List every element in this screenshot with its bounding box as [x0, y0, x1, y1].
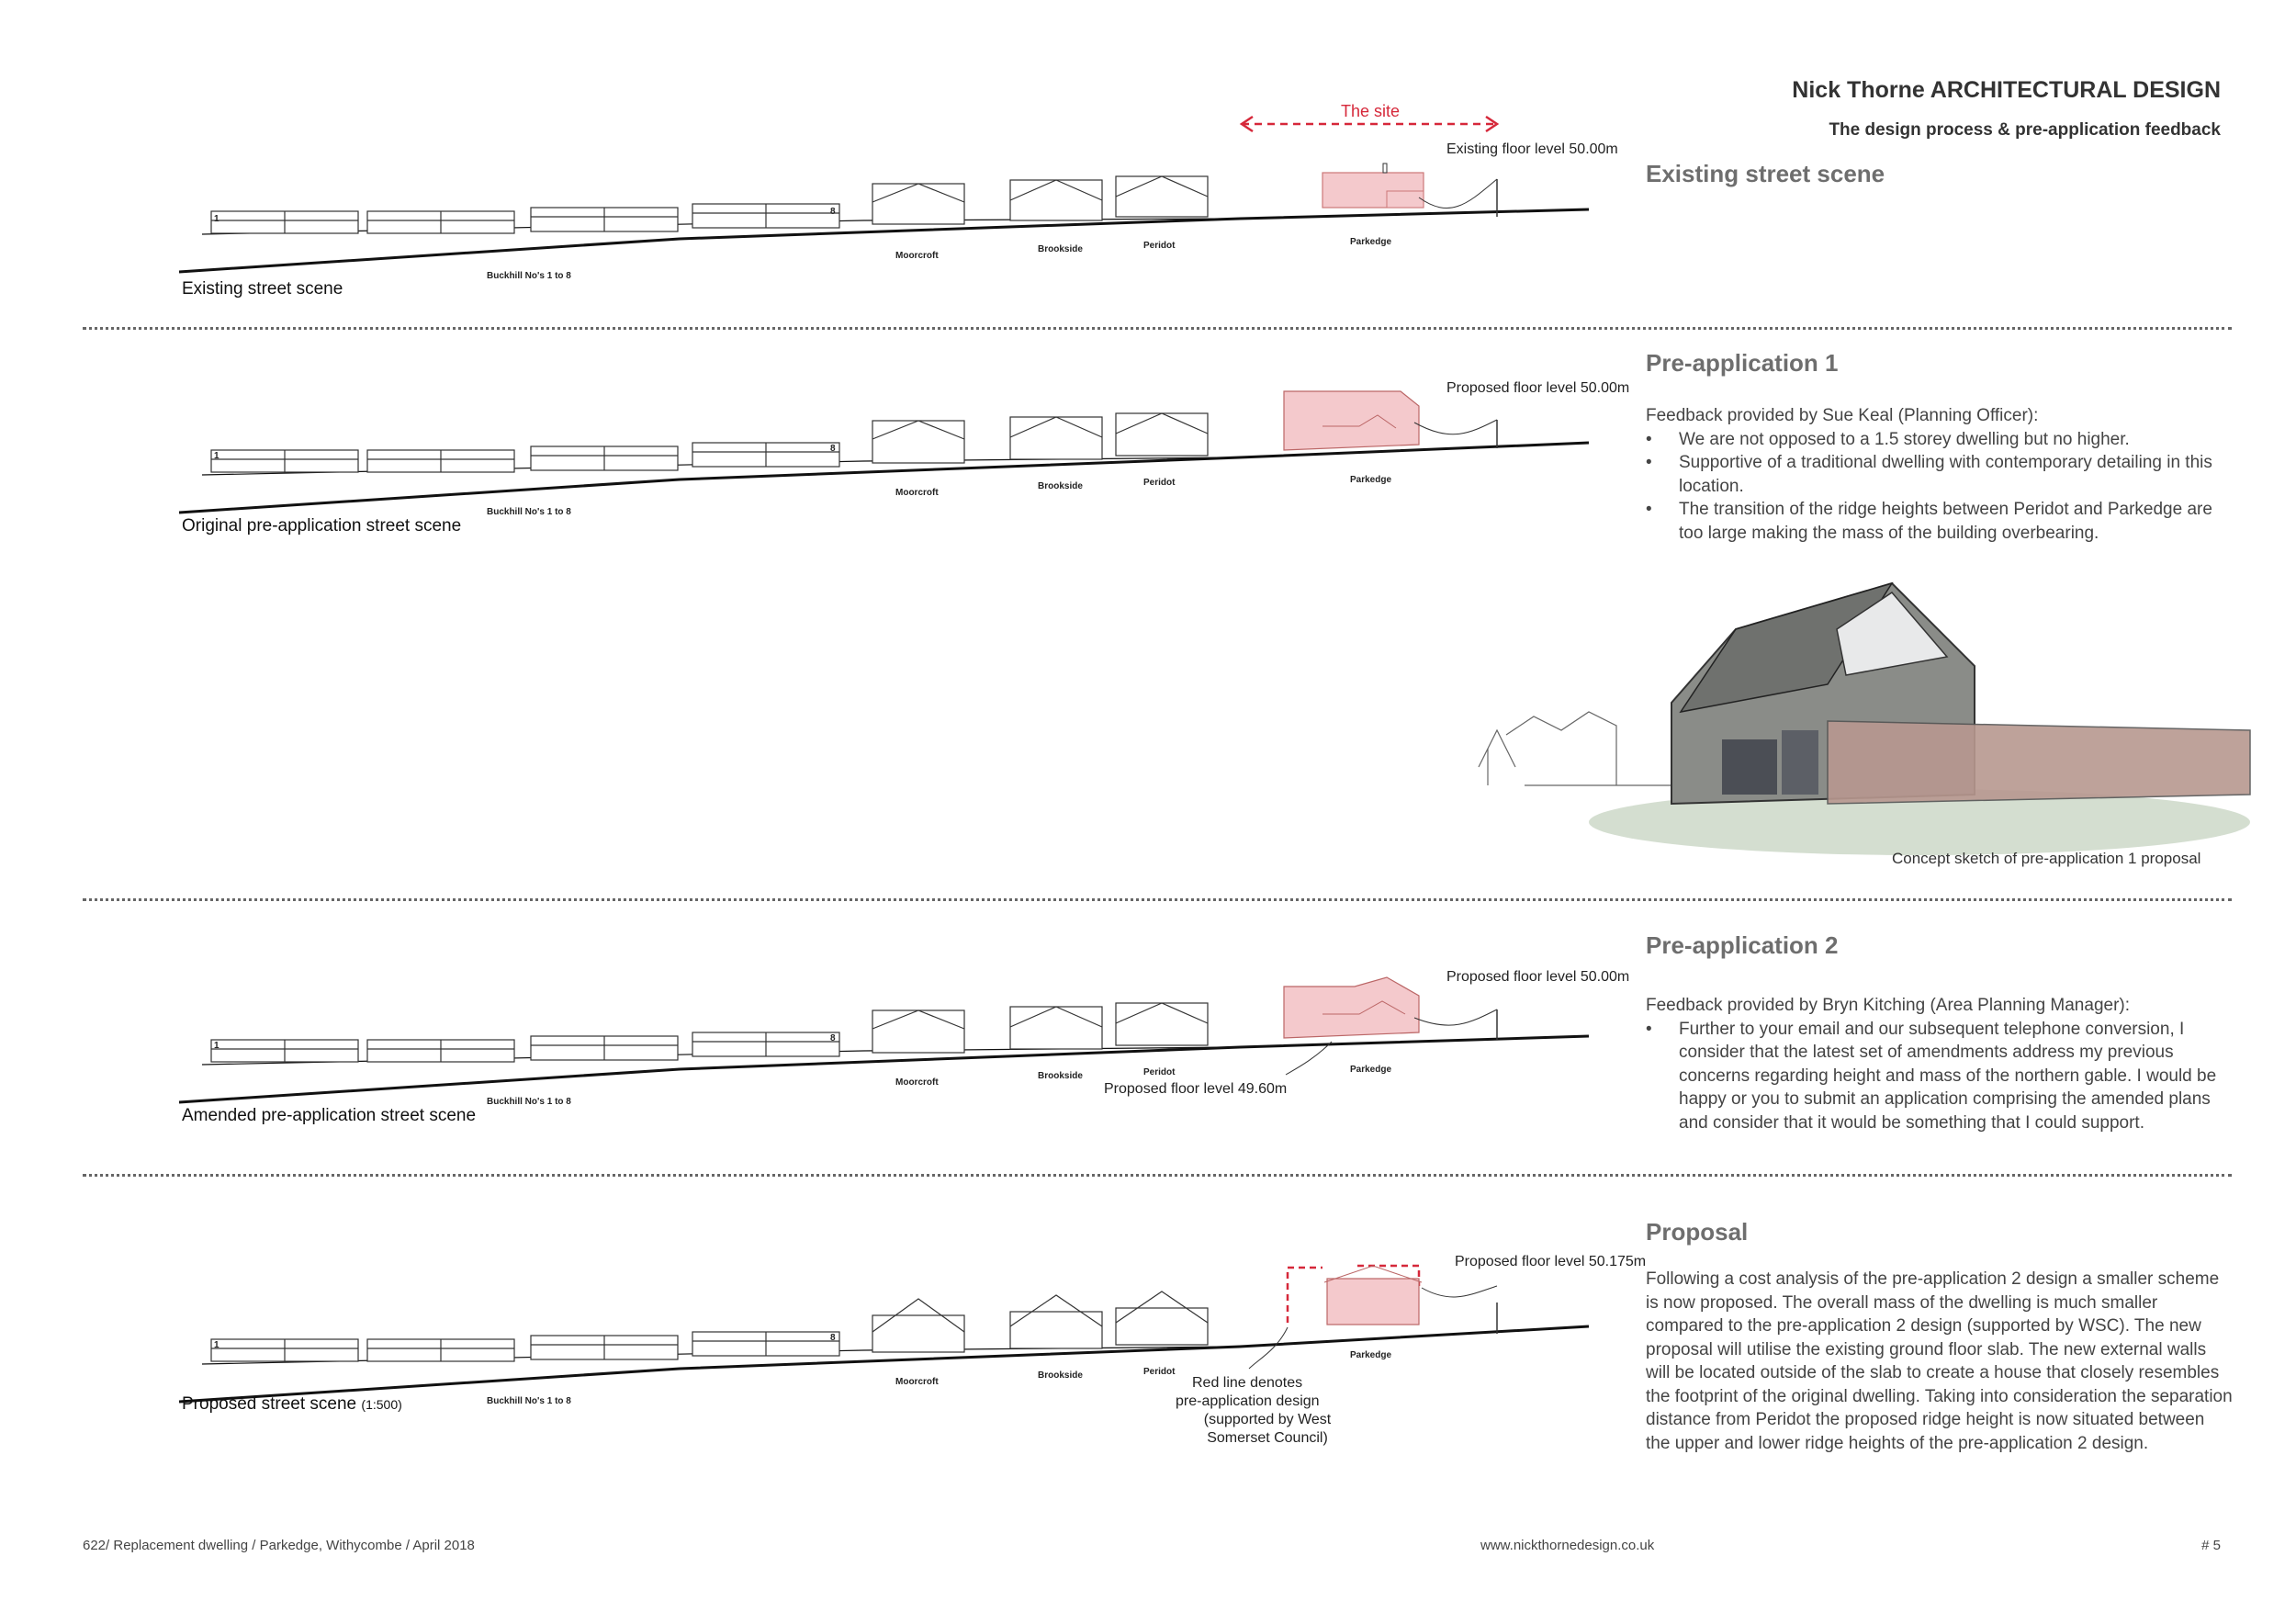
list-item: • The transition of the ridge heights between Peridot and Parkedge are too large making the mass of the building overbearing. [1679, 498, 2234, 545]
moorcroft-label: Moorcroft [895, 1377, 939, 1387]
pre2-feedback [1646, 994, 2234, 1134]
pre2-feedback-intro: Feedback provided by Bryn Kitching (Area Planning Manager): [1646, 996, 2131, 1015]
house-number-1: 1 [214, 1340, 219, 1350]
pre1-feedback-list [1646, 428, 2234, 546]
peridot-label: Peridot [1143, 478, 1176, 488]
peridot-label: Peridot [1143, 241, 1176, 251]
existing-scene-caption: Existing street scene [182, 279, 343, 299]
pre1-street-elevation [165, 333, 1630, 517]
proposal-caption-text: Proposed street scene [182, 1394, 357, 1414]
footer-website[interactable]: www.nickthornedesign.co.uk [1480, 1538, 1655, 1553]
existing-heading: Existing street scene [1646, 160, 1885, 187]
list-item: • Further to your email and our subsequent telephone conversion, I consider that the latest set of amendments address my previous concerns regarding height and mass of the northern gable. I would be happy or you to submit an application comprising the amended plans and consider that it would be something that I could support. [1679, 1018, 2234, 1135]
house-number-8: 8 [830, 207, 836, 217]
pre1-floor-level-label: Proposed floor level 50.00m [1446, 380, 1630, 396]
existing-street-elevation [165, 92, 1618, 281]
buckhill-label: Buckhill No's 1 to 8 [487, 1097, 571, 1107]
the-site-label: The site [1341, 102, 1401, 120]
proposal-caption-scale: (1:500) [361, 1397, 402, 1412]
proposal-heading: Proposal [1646, 1218, 1749, 1246]
page-subtitle: The design process & pre-application feedback [1829, 120, 2221, 140]
pre2-floor-level-label: Proposed floor level 50.00m [1446, 969, 1630, 985]
parkedge-label: Parkedge [1350, 1350, 1392, 1360]
peridot-label: Peridot [1143, 1067, 1176, 1077]
pre1-feedback-intro: Feedback provided by Sue Keal (Planning Officer): [1646, 406, 2039, 425]
pre2-heading: Pre-application 2 [1646, 931, 1839, 959]
brookside-label: Brookside [1038, 481, 1083, 491]
buckhill-label: Buckhill No's 1 to 8 [487, 271, 571, 281]
proposal-body: Following a cost analysis of the pre-application 2 design a smaller scheme is now proposed. The overall mass of the dwelling is much smaller compared to the pre-application 2 design (supported by WSC). The new proposal will utilise the existing ground floor slab. The new external walls will be located outside of the slab to create a house that closely resembles the footprint of the original dwelling. Taking into consideration the separation distance from Peridot the proposed ridge height is now situated between the upper and lower ridge heights of the pre-application 2 design. [1646, 1269, 2233, 1453]
pre1-feedback [1646, 404, 2234, 545]
red-line-note-line1: Red line denotes [1192, 1375, 1303, 1391]
red-line-note-line3: (supported by West [1203, 1412, 1332, 1427]
house-number-8: 8 [830, 444, 836, 454]
list-item: • Supportive of a traditional dwelling with contemporary detailing in this location. [1679, 451, 2234, 498]
sketch-caption: Concept sketch of pre-application 1 proposal [1892, 850, 2201, 867]
brookside-label: Brookside [1038, 1370, 1083, 1381]
pre2-scene-caption: Amended pre-application street scene [182, 1106, 477, 1125]
brookside-label: Brookside [1038, 244, 1083, 254]
house-number-1: 1 [214, 1041, 219, 1051]
proposal-scene-caption [182, 1394, 402, 1415]
footer-page-number: # 5 [2201, 1538, 2221, 1553]
brookside-label: Brookside [1038, 1071, 1083, 1081]
pre2-street-elevation [165, 922, 1630, 1107]
footer-project: 622/ Replacement dwelling / Parkedge, Withycombe / April 2018 [83, 1538, 475, 1553]
buckhill-label: Buckhill No's 1 to 8 [487, 1396, 571, 1406]
list-item: • We are not opposed to a 1.5 storey dwelling but no higher. [1679, 428, 2234, 452]
brand-title: Nick Thorne ARCHITECTURAL DESIGN [1792, 77, 2221, 103]
parkedge-label: Parkedge [1350, 475, 1392, 485]
parkedge-label: Parkedge [1350, 237, 1392, 247]
section-divider [83, 1174, 2232, 1177]
pre2-lower-floor-level-label: Proposed floor level 49.60m [1104, 1081, 1288, 1097]
concept-sketch-image [1460, 574, 2250, 859]
house-number-8: 8 [830, 1333, 836, 1343]
house-number-1: 1 [214, 451, 219, 461]
moorcroft-label: Moorcroft [895, 1077, 939, 1088]
peridot-label: Peridot [1143, 1367, 1176, 1377]
section-divider [83, 898, 2232, 901]
pre2-feedback-list [1646, 1018, 2234, 1135]
pre1-heading: Pre-application 1 [1646, 349, 1839, 377]
red-line-note-line2: pre-application design [1176, 1393, 1320, 1409]
house-number-8: 8 [830, 1033, 836, 1043]
pre1-scene-caption: Original pre-application street scene [182, 516, 462, 536]
red-line-note-line4: Somerset Council) [1207, 1430, 1328, 1446]
parkedge-label: Parkedge [1350, 1065, 1392, 1075]
proposal-street-elevation [165, 1231, 1647, 1415]
buckhill-label: Buckhill No's 1 to 8 [487, 507, 571, 517]
moorcroft-label: Moorcroft [895, 251, 939, 261]
house-number-1: 1 [214, 214, 219, 224]
proposal-floor-level-label: Proposed floor level 50.175m [1455, 1254, 1647, 1269]
moorcroft-label: Moorcroft [895, 488, 939, 498]
existing-floor-level-label: Existing floor level 50.00m [1446, 141, 1618, 157]
red-line-note [1176, 1411, 1359, 1448]
section-divider [83, 327, 2232, 330]
